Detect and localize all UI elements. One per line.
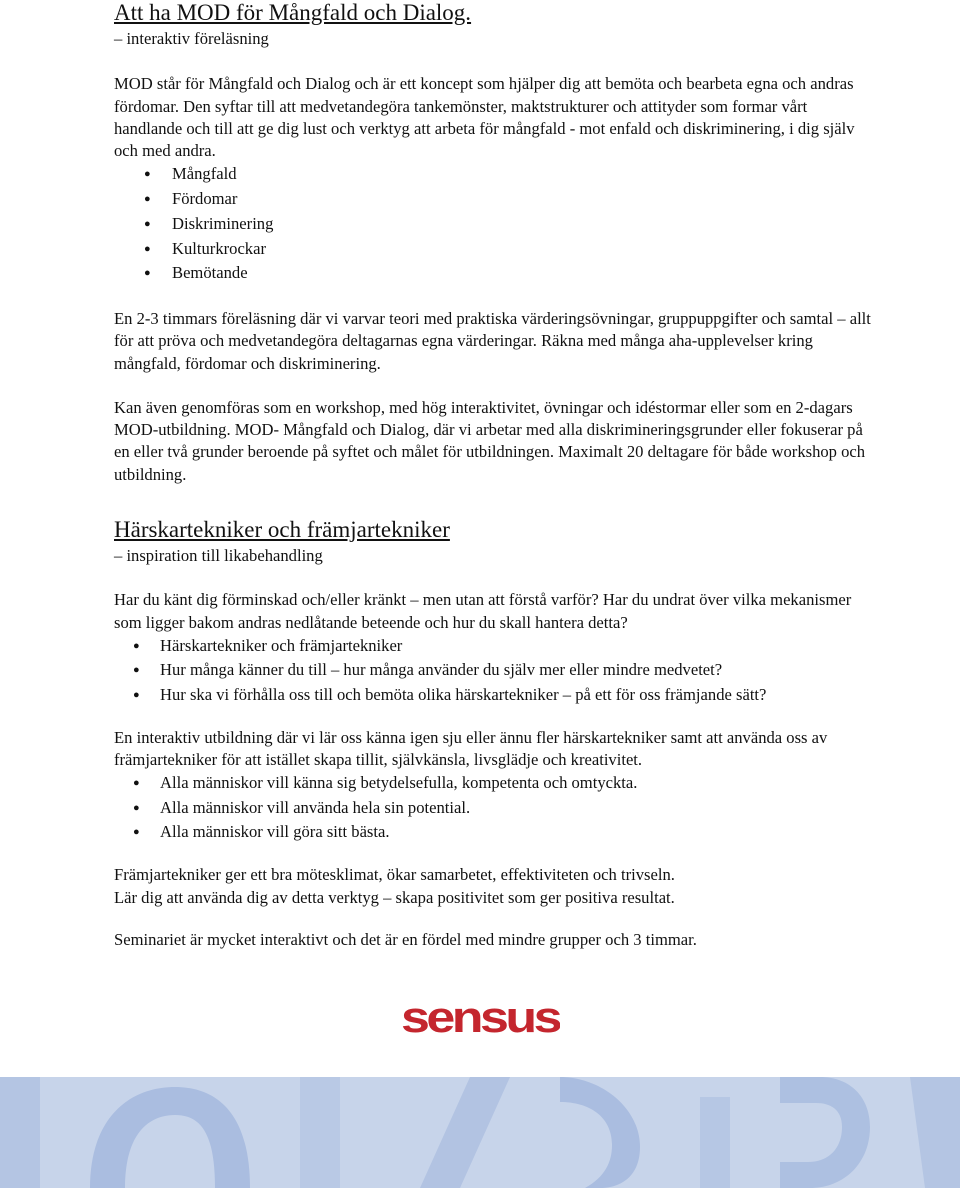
list-item: ● Härskartekniker och främjartekniker xyxy=(160,634,874,658)
list-item: ● Fördomar xyxy=(172,187,874,212)
logo-wordmark: sensus xyxy=(401,998,560,1038)
list-item: ● Mångfald xyxy=(172,162,874,187)
section2-intro: Har du känt dig förminskad och/eller kränkt – men utan att förstå varför? Har du undrat över vilka mekanismer som ligger bakom andras nedlåtande beteende och hur du skall hantera detta? xyxy=(114,590,852,632)
section2-subtitle: – inspiration till likabehandling xyxy=(114,546,323,566)
section2-title: Härskartekniker och främjartekniker xyxy=(114,517,450,543)
list-item: ● Alla människor vill göra sitt bästa. xyxy=(160,820,874,844)
section2-paragraph: En interaktiv utbildning där vi lär oss känna igen sju eller ännu fler härskartekniker samt att använda oss av främjartekniker för att istället skapa tillit, självkänsla, livsglädje och kreativitet. xyxy=(114,727,828,770)
section2-paragraph: Lär dig att använda dig av detta verktyg – skapa positivitet som ger positiva resultat. xyxy=(114,887,675,907)
document-body xyxy=(114,0,874,951)
sensus-logo xyxy=(400,998,560,1038)
section2-bullet-list xyxy=(114,634,874,707)
list-item: ● Alla människor vill känna sig betydelsefulla, kompetenta och omtyckta. xyxy=(160,771,874,795)
section2-paragraph: Seminariet är mycket interaktivt och det är en fördel med mindre grupper och 3 timmar. xyxy=(114,929,697,949)
sensus-logo-graphic xyxy=(400,998,560,1038)
list-item: ● Hur många känner du till – hur många använder du själv mer eller mindre medvetet? xyxy=(160,658,874,682)
banner-pattern xyxy=(0,1077,960,1188)
decorative-banner xyxy=(0,1077,960,1188)
section1-paragraph: Kan även genomföras som en workshop, med hög interaktivitet, övningar och idéstormar eller som en 2-dagars MOD-utbildning. MOD- Mångfald och Dialog, där vi arbetar med alla diskrimineringsgrunder eller fokuserar på en eller två grunder beroende på syftet och målet för utbildningen. Maximalt 20 deltagare för både workshop och utbildning. xyxy=(114,397,866,484)
list-item: ● Alla människor vill använda hela sin potential. xyxy=(160,796,874,820)
section2-paragraph: Främjartekniker ger ett bra mötesklimat, ökar samarbetet, effektiviteten och trivseln. xyxy=(114,865,675,885)
list-item: ● Diskriminering xyxy=(172,212,874,237)
list-item: ● Bemötande xyxy=(172,261,874,286)
list-item: ● Kulturkrockar xyxy=(172,237,874,262)
section1-paragraph: En 2-3 timmars föreläsning där vi varvar teori med praktiska värderingsövningar, gruppuppgifter och samtal – allt för att pröva och medvetandegöra deltagarnas egna värderingar. Räkna med många aha-upplevelser kring mångfald, fördomar och diskriminering. xyxy=(114,309,871,373)
section2-bullet-list xyxy=(114,771,874,844)
section1-bullet-list xyxy=(114,162,874,286)
section1-intro: MOD står för Mångfald och Dialog och är ett koncept som hjälper dig att bemöta och bearbeta egna och andras fördomar. Den syftar till att medvetandegöra tankemönster, maktstrukturer och attityder som formar vårt handlande och till att ge dig lust och verktyg att arbeta för mångfald - mot enfald och diskriminering, i dig själv och med andra. xyxy=(114,74,855,161)
list-item: ● Hur ska vi förhålla oss till och bemöta olika härskartekniker – på ett för oss främjande sätt? xyxy=(160,683,874,707)
section1-title: Att ha MOD för Mångfald och Dialog. xyxy=(114,0,472,25)
section1-subtitle: – interaktiv föreläsning xyxy=(114,29,269,48)
